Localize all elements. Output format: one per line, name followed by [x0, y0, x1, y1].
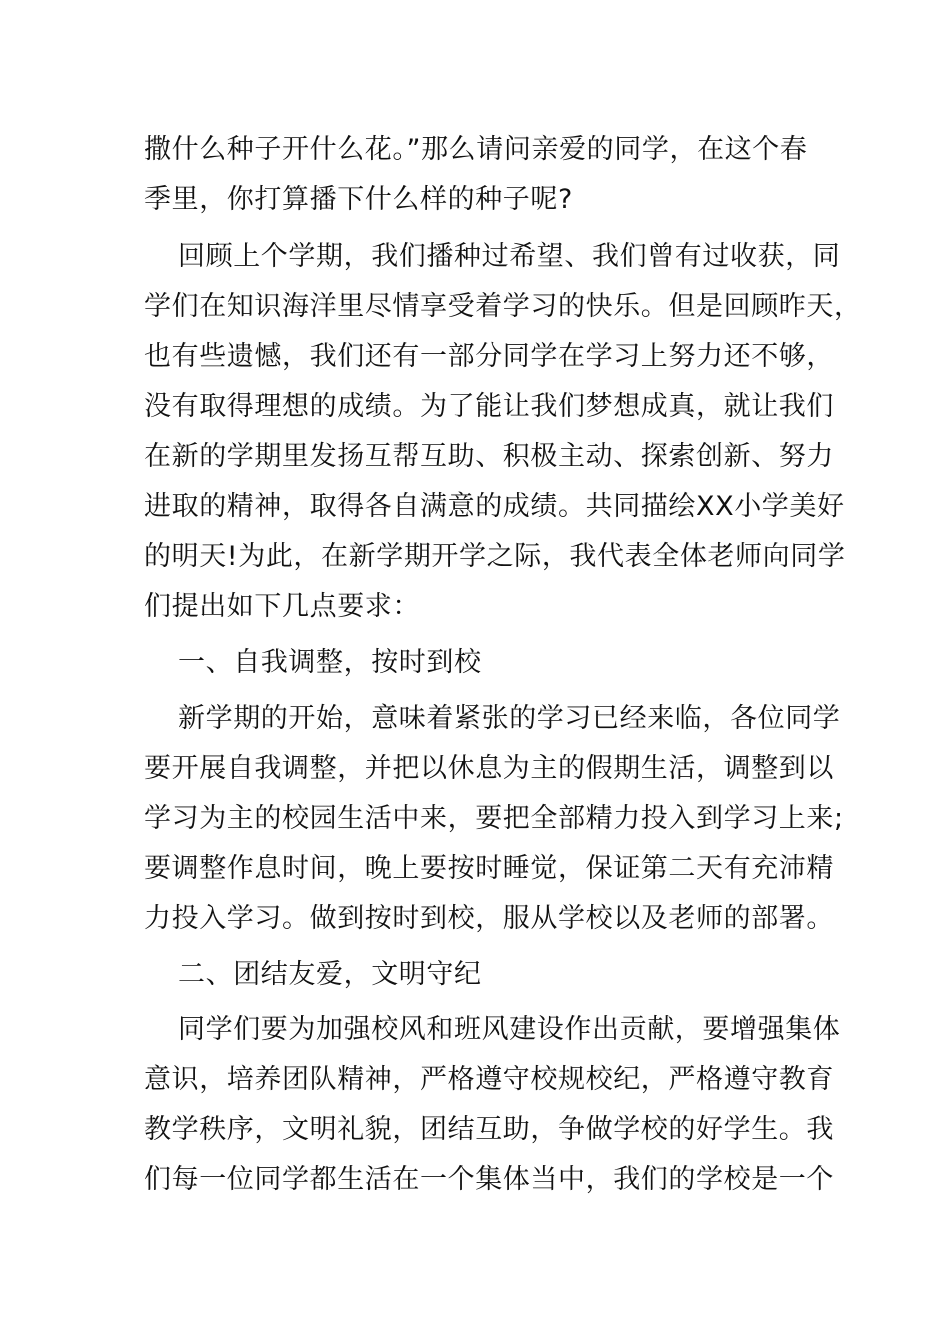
text-line-20: 教学秩序，文明礼貌，团结互助，争做学校的好学生。我 [144, 1114, 834, 1145]
text-line-19: 意识，培养团队精神，严格遵守校规校纪，严格遵守教育 [144, 1064, 834, 1095]
text-line-2: 季里，你打算播下什么样的种子呢? [144, 184, 573, 215]
text-line-21: 们每一位同学都生活在一个集体当中，我们的学校是一个 [144, 1164, 834, 1195]
paragraph-start-line-3: 回顾上个学期，我们播种过希望、我们曾有过收获，同 [178, 241, 841, 272]
text-line-6: 没有取得理想的成绩。为了能让我们梦想成真，就让我们 [144, 391, 834, 422]
text-line-1: 撒什么种子开什么花。”那么请问亲爱的同学，在这个春 [144, 134, 808, 165]
text-line-15: 要调整作息时间，晚上要按时睡觉，保证第二天有充沛精 [144, 853, 834, 884]
text-line-13: 要开展自我调整，并把以休息为主的假期生活，调整到以 [144, 753, 834, 784]
text-line-5: 也有些遗憾，我们还有一部分同学在学习上努力还不够， [144, 341, 834, 372]
text-line-14: 学习为主的校园生活中来，要把全部精力投入到学习上来; [144, 803, 844, 834]
text-line-7: 在新的学期里发扬互帮互助、积极主动、探索创新、努力 [144, 441, 834, 472]
text-line-10: 们提出如下几点要求： [144, 591, 420, 622]
text-line-4: 学们在知识海洋里尽情享受着学习的快乐。但是回顾昨天， [144, 291, 862, 322]
paragraph-start-line-12: 新学期的开始，意味着紧张的学习已经来临，各位同学 [178, 703, 841, 734]
text-line-16: 力投入学习。做到按时到校，服从学校以及老师的部署。 [144, 903, 834, 934]
text-line-9: 的明天!为此，在新学期开学之际，我代表全体老师向同学 [144, 541, 846, 572]
section-heading-1: 一、自我调整，按时到校 [178, 647, 482, 678]
section-heading-2: 二、团结友爱，文明守纪 [178, 959, 482, 990]
text-line-8: 进取的精神，取得各自满意的成绩。共同描绘XX小学美好 [144, 491, 845, 522]
paragraph-start-line-18: 同学们要为加强校风和班风建设作出贡献，要增强集体 [178, 1014, 841, 1045]
